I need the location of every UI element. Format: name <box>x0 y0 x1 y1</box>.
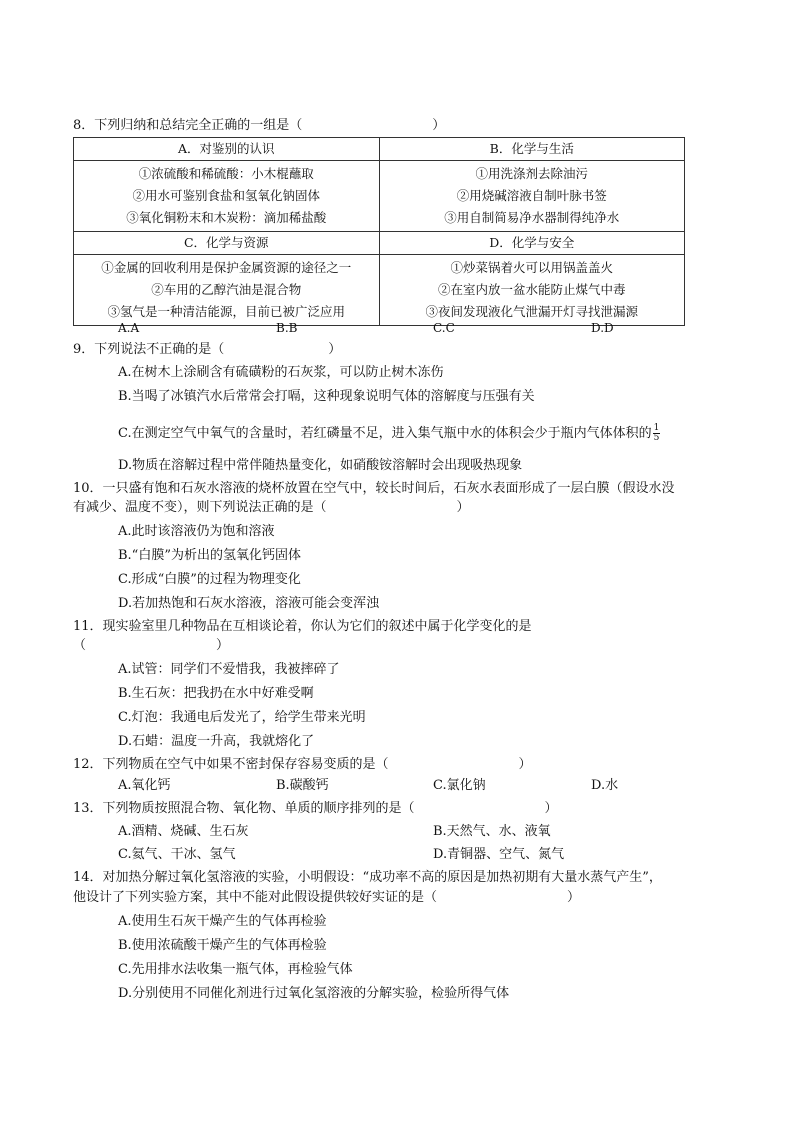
q8-table-header-b: B．化学与生活 <box>379 138 685 161</box>
q8-a-item-2: ②用水可鉴别食盐和氢氧化钠固体 <box>132 188 320 203</box>
q10-option-d[interactable]: D.若加热饱和石灰水溶液，溶液可能会变浑浊 <box>118 596 380 611</box>
q8-b-item-3: ③用自制简易净水器制得纯净水 <box>444 210 620 225</box>
q9-stem: 9．下列说法不正确的是（ ） <box>73 342 342 357</box>
q8-c-item-2: ②车用的乙醇汽油是混合物 <box>151 282 302 297</box>
q10-option-c[interactable]: C.形成“白膜”的过程为物理变化 <box>118 572 301 587</box>
q10-option-b[interactable]: B.“白膜”为析出的氢氧化钙固体 <box>118 548 301 563</box>
q8-table-cell-a <box>74 161 380 232</box>
q11-option-a[interactable]: A.试管：同学们不爱惜我，我被摔碎了 <box>118 662 340 677</box>
q9-option-b[interactable]: B.当喝了冰镇汽水后常常会打嗝，这种现象说明气体的溶解度与压强有关 <box>118 389 535 404</box>
q13-option-c[interactable]: C.氦气、干冰、氢气 <box>118 847 236 862</box>
q9-option-a[interactable]: A.在树木上涂刷含有硫磺粉的石灰浆，可以防止树木冻伤 <box>118 365 444 380</box>
q8-option-b[interactable]: B.B <box>276 321 298 335</box>
q14-option-c[interactable]: C.先用排水法收集一瓶气体，再检验气体 <box>118 962 353 977</box>
q11-stem-line-2: （ ） <box>73 638 230 653</box>
q11-option-d[interactable]: D.石蜡：温度一升高，我就熔化了 <box>118 734 315 749</box>
one-fifth-fraction <box>653 424 661 443</box>
q9-option-d[interactable]: D.物质在溶解过程中常伴随热量变化，如硝酸铵溶解时会出现吸热现象 <box>118 458 523 473</box>
q8-table-header-d: D．化学与安全 <box>379 232 685 255</box>
q14-stem-line-1: 14．对加热分解过氧化氢溶液的实验，小明假设：“成功率不高的原因是加热初期有大量水蒸气产生”， <box>73 870 662 885</box>
q8-option-d[interactable]: D.D <box>591 321 614 335</box>
q8-c-item-3: ③氢气是一种清洁能源，目前已被广泛应用 <box>107 304 345 319</box>
q8-option-c[interactable]: C.C <box>433 321 455 335</box>
q8-b-item-1: ①用洗涤剂去除油污 <box>475 166 588 181</box>
q12-option-d[interactable]: D.水 <box>591 778 619 793</box>
q8-table-header-c: C．化学与资源 <box>74 232 380 255</box>
q14-option-b[interactable]: B.使用浓硫酸干燥产生的气体再检验 <box>118 938 327 953</box>
q8-stem: 8．下列归纳和总结完全正确的一组是（ ） <box>73 118 446 133</box>
q8-table-header-a: A．对鉴别的认识 <box>74 138 380 161</box>
q8-table-cell-b <box>379 161 685 232</box>
q14-stem-line-2: 他设计了下列实验方案，其中不能对此假设提供较好实证的是（ ） <box>73 890 581 905</box>
q8-option-a[interactable]: A.A <box>118 321 140 335</box>
q9-option-c[interactable] <box>118 424 660 443</box>
q8-a-item-3: ③氧化铜粉末和木炭粉：滴加稀盐酸 <box>126 210 327 225</box>
q13-option-b[interactable]: B.天然气、水、液氧 <box>433 824 551 839</box>
q12-option-c[interactable]: C.氯化钠 <box>433 778 486 793</box>
q14-option-a[interactable]: A.使用生石灰干燥产生的气体再检验 <box>118 914 327 929</box>
q13-stem: 13．下列物质按照混合物、氧化物、单质的顺序排列的是（ ） <box>73 801 558 816</box>
q14-option-d[interactable]: D.分别使用不同催化剂进行过氧化氢溶液的分解实验，检验所得气体 <box>118 986 510 1001</box>
fraction-denominator: 5 <box>653 433 660 443</box>
q11-option-c[interactable]: C.灯泡：我通电后发光了，给学生带来光明 <box>118 710 366 725</box>
q11-stem-line-1: 11．现实验室里几种物品在互相谈论着，你认为它们的叙述中属于化学变化的是 <box>73 619 532 634</box>
q13-option-a[interactable]: A.酒精、烧碱、生石灰 <box>118 824 249 839</box>
q9-option-c-text: C.在测定空气中氧气的含量时，若红磷量不足，进入集气瓶中水的体积会少于瓶内气体体积的 <box>118 426 652 441</box>
q8-b-item-2: ②用烧碱溶液自制叶脉书签 <box>456 188 607 203</box>
q8-table-cell-d <box>379 255 685 326</box>
q12-option-b[interactable]: B.碳酸钙 <box>276 778 329 793</box>
q8-d-item-3: ③夜间发现液化气泄漏开灯寻找泄漏源 <box>425 304 638 319</box>
q8-d-item-1: ①炒菜锅着火可以用锅盖盖火 <box>450 260 613 275</box>
q8-a-item-1: ①浓硫酸和稀硫酸：小木棍蘸取 <box>138 166 314 181</box>
q8-table <box>73 137 685 326</box>
q11-option-b[interactable]: B.生石灰：把我扔在水中好难受啊 <box>118 686 314 701</box>
q8-c-item-1: ①金属的回收利用是保护金属资源的途径之一 <box>101 260 352 275</box>
q12-stem: 12．下列物质在空气中如果不密封保存容易变质的是（ ） <box>73 757 532 772</box>
q8-table-cell-c <box>74 255 380 326</box>
q10-stem-line-2: 有减少、温度不变），则下列说法正确的是（ ） <box>73 500 470 515</box>
q8-d-item-2: ②在室内放一盆水能防止煤气中毒 <box>437 282 626 297</box>
fraction-numerator: 1 <box>653 423 660 433</box>
q10-option-a[interactable]: A.此时该溶液仍为饱和溶液 <box>118 524 275 539</box>
q13-option-d[interactable]: D.青铜器、空气、氮气 <box>433 847 565 862</box>
q10-stem-line-1: 10．一只盛有饱和石灰水溶液的烧杯放置在空气中，较长时间后，石灰水表面形成了一层白膜（假设水没 <box>73 481 675 496</box>
q12-option-a[interactable]: A.氧化钙 <box>118 778 171 793</box>
